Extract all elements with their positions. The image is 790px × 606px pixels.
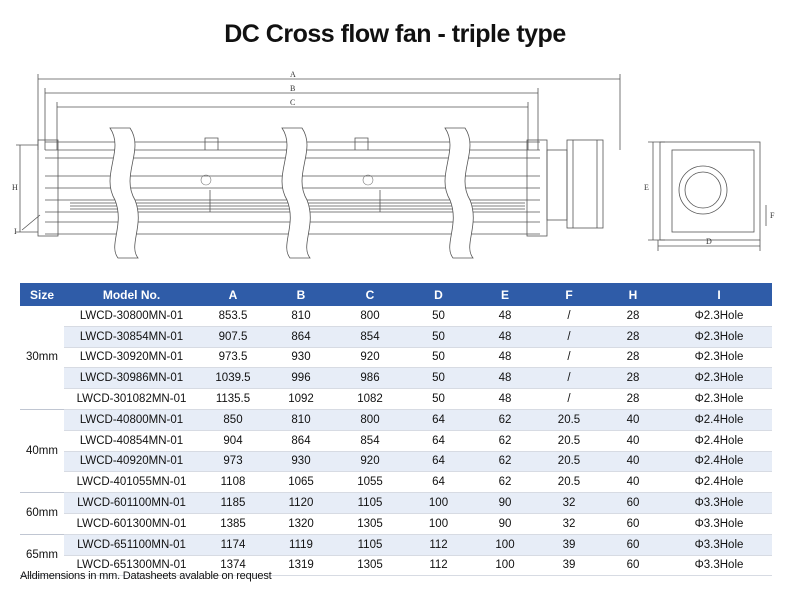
col-header-a: A [199, 283, 267, 306]
cell-i: Φ2.3Hole [666, 368, 772, 389]
cell-f: / [538, 326, 600, 347]
cell-i: Φ2.4Hole [666, 430, 772, 451]
spec-table-body [20, 306, 772, 576]
cell-e: 62 [472, 409, 538, 430]
cell-e: 62 [472, 472, 538, 493]
cell-a: 1039.5 [199, 368, 267, 389]
cell-model: LWCD-601100MN-01 [64, 493, 199, 514]
col-header-f: F [538, 283, 600, 306]
cell-i: Φ2.3Hole [666, 306, 772, 326]
cell-b: 864 [267, 326, 335, 347]
table-row [20, 534, 772, 555]
cell-model: LWCD-651100MN-01 [64, 534, 199, 555]
dim-label-i: I [14, 227, 17, 236]
cell-f: / [538, 347, 600, 368]
cell-c: 986 [335, 368, 405, 389]
cell-a: 907.5 [199, 326, 267, 347]
cell-model: LWCD-601300MN-01 [64, 513, 199, 534]
cell-d: 50 [405, 326, 472, 347]
dim-label-e: E [644, 183, 649, 192]
cell-i: Φ2.4Hole [666, 409, 772, 430]
cell-f: / [538, 368, 600, 389]
cell-e: 100 [472, 534, 538, 555]
col-header-b: B [267, 283, 335, 306]
spec-table-header [20, 283, 772, 306]
cell-c: 1105 [335, 534, 405, 555]
cell-f: 20.5 [538, 409, 600, 430]
cell-c: 854 [335, 430, 405, 451]
cell-c: 1055 [335, 472, 405, 493]
cell-c: 920 [335, 347, 405, 368]
cell-d: 112 [405, 555, 472, 576]
table-row [20, 306, 772, 326]
footnote: Alldimensions in mm. Datasheets avalable on request [20, 570, 272, 582]
cell-i: Φ2.3Hole [666, 347, 772, 368]
cell-f: 39 [538, 555, 600, 576]
size-cell: 40mm [20, 409, 64, 492]
cell-d: 50 [405, 368, 472, 389]
cell-h: 28 [600, 368, 666, 389]
cell-a: 1135.5 [199, 389, 267, 410]
size-cell: 65mm [20, 534, 64, 576]
dim-label-a: A [290, 70, 296, 79]
col-header-i: I [666, 283, 772, 306]
dim-label-f: F [770, 211, 775, 220]
cell-d: 112 [405, 534, 472, 555]
fan-technical-drawing [0, 60, 790, 265]
cell-h: 40 [600, 409, 666, 430]
table-row [20, 347, 772, 368]
cell-a: 1385 [199, 513, 267, 534]
cell-h: 60 [600, 493, 666, 514]
size-cell: 60mm [20, 493, 64, 535]
cell-h: 60 [600, 513, 666, 534]
dim-label-b: B [290, 84, 296, 93]
cell-a: 1185 [199, 493, 267, 514]
cell-d: 100 [405, 493, 472, 514]
col-header-e: E [472, 283, 538, 306]
cell-d: 100 [405, 513, 472, 534]
cell-b: 996 [267, 368, 335, 389]
cell-b: 930 [267, 451, 335, 472]
cell-b: 1092 [267, 389, 335, 410]
cell-model: LWCD-40854MN-01 [64, 430, 199, 451]
page-title: DC Cross flow fan - triple type [224, 20, 566, 48]
cell-a: 853.5 [199, 306, 267, 326]
cell-e: 48 [472, 347, 538, 368]
table-row [20, 409, 772, 430]
size-cell: 30mm [20, 306, 64, 409]
cell-model: LWCD-401055MN-01 [64, 472, 199, 493]
cell-h: 60 [600, 534, 666, 555]
cell-c: 920 [335, 451, 405, 472]
cell-i: Φ2.3Hole [666, 326, 772, 347]
cell-b: 1065 [267, 472, 335, 493]
cell-e: 90 [472, 493, 538, 514]
col-header-h: H [600, 283, 666, 306]
table-row [20, 326, 772, 347]
table-row [20, 368, 772, 389]
cell-a: 1374 [199, 555, 267, 576]
cell-c: 1305 [335, 555, 405, 576]
cell-d: 50 [405, 306, 472, 326]
cell-i: Φ3.3Hole [666, 513, 772, 534]
table-row [20, 451, 772, 472]
cell-i: Φ3.3Hole [666, 555, 772, 576]
cell-e: 90 [472, 513, 538, 534]
cell-d: 64 [405, 430, 472, 451]
table-row [20, 389, 772, 410]
cell-model: LWCD-30800MN-01 [64, 306, 199, 326]
cell-d: 64 [405, 451, 472, 472]
cell-h: 40 [600, 451, 666, 472]
table-row [20, 493, 772, 514]
cell-b: 864 [267, 430, 335, 451]
cell-c: 1305 [335, 513, 405, 534]
cell-d: 50 [405, 347, 472, 368]
cell-b: 810 [267, 409, 335, 430]
col-header-size: Size [20, 283, 64, 306]
cell-a: 1174 [199, 534, 267, 555]
cell-d: 64 [405, 472, 472, 493]
cell-b: 1120 [267, 493, 335, 514]
cell-h: 28 [600, 389, 666, 410]
col-header-d: D [405, 283, 472, 306]
cell-e: 48 [472, 389, 538, 410]
cell-h: 40 [600, 472, 666, 493]
cell-f: 39 [538, 534, 600, 555]
cell-e: 48 [472, 306, 538, 326]
cell-c: 800 [335, 409, 405, 430]
cell-d: 50 [405, 389, 472, 410]
cell-i: Φ2.3Hole [666, 389, 772, 410]
cell-a: 973.5 [199, 347, 267, 368]
cell-model: LWCD-40800MN-01 [64, 409, 199, 430]
table-row [20, 513, 772, 534]
cell-c: 1105 [335, 493, 405, 514]
col-header-model: Model No. [64, 283, 199, 306]
cell-h: 40 [600, 430, 666, 451]
cell-i: Φ2.4Hole [666, 451, 772, 472]
cell-h: 28 [600, 306, 666, 326]
cell-d: 64 [405, 409, 472, 430]
cell-b: 1320 [267, 513, 335, 534]
cell-e: 48 [472, 326, 538, 347]
cell-model: LWCD-30920MN-01 [64, 347, 199, 368]
cell-e: 62 [472, 451, 538, 472]
dim-label-h: H [12, 183, 18, 192]
cell-b: 810 [267, 306, 335, 326]
cell-a: 1108 [199, 472, 267, 493]
cell-i: Φ2.4Hole [666, 472, 772, 493]
cell-b: 1319 [267, 555, 335, 576]
cell-model: LWCD-301082MN-01 [64, 389, 199, 410]
cell-c: 854 [335, 326, 405, 347]
cell-f: 20.5 [538, 430, 600, 451]
dim-label-d: D [706, 237, 712, 246]
cell-model: LWCD-30854MN-01 [64, 326, 199, 347]
cell-i: Φ3.3Hole [666, 534, 772, 555]
cell-f: 32 [538, 493, 600, 514]
cell-b: 930 [267, 347, 335, 368]
cell-f: 20.5 [538, 472, 600, 493]
cell-a: 904 [199, 430, 267, 451]
dim-label-c: C [290, 98, 296, 107]
cell-i: Φ3.3Hole [666, 493, 772, 514]
cell-e: 100 [472, 555, 538, 576]
cell-h: 28 [600, 326, 666, 347]
cell-model: LWCD-30986MN-01 [64, 368, 199, 389]
cell-h: 28 [600, 347, 666, 368]
table-row [20, 430, 772, 451]
cell-model: LWCD-40920MN-01 [64, 451, 199, 472]
cell-f: 20.5 [538, 451, 600, 472]
cell-e: 48 [472, 368, 538, 389]
cell-c: 800 [335, 306, 405, 326]
col-header-c: C [335, 283, 405, 306]
cell-a: 850 [199, 409, 267, 430]
cell-c: 1082 [335, 389, 405, 410]
cell-a: 973 [199, 451, 267, 472]
spec-table [20, 283, 772, 576]
table-row [20, 472, 772, 493]
cell-h: 60 [600, 555, 666, 576]
cell-b: 1119 [267, 534, 335, 555]
cell-f: / [538, 306, 600, 326]
cell-f: 32 [538, 513, 600, 534]
cell-f: / [538, 389, 600, 410]
cell-model: LWCD-651300MN-01 [64, 555, 199, 576]
cell-e: 62 [472, 430, 538, 451]
